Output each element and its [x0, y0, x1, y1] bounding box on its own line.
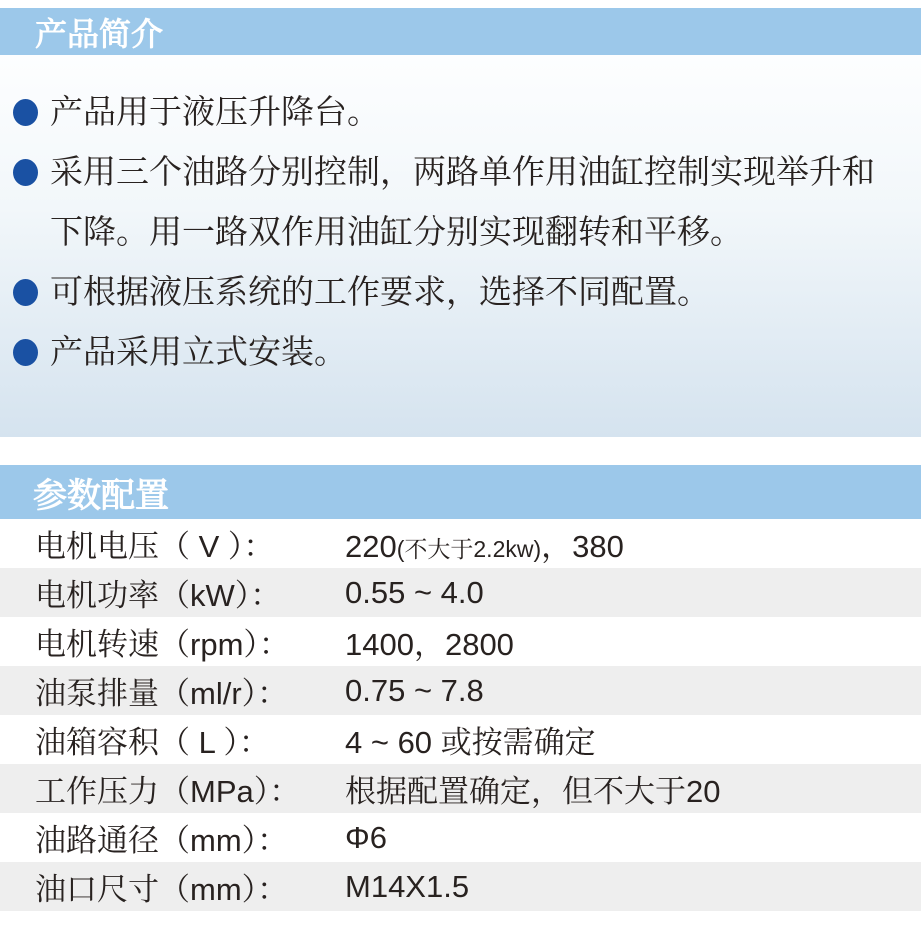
list-item-text: 产品用于液压升降台。 [50, 93, 380, 130]
param-label: 油口尺寸（mm）： [35, 872, 289, 907]
param-label: 油路通径（mm）： [35, 823, 289, 858]
list-item [0, 82, 921, 142]
param-value [345, 820, 387, 856]
param-value-main: 0.75 ~ 7.8 [345, 672, 484, 708]
bullet-icon [13, 99, 38, 126]
section-divider [0, 437, 921, 465]
param-value-main: 1400，2800 [345, 627, 514, 662]
param-value [345, 575, 484, 611]
list-item-text: 下降。用一路双作用油缸分别实现翻转和平移。 [50, 213, 743, 250]
table-row [0, 813, 921, 862]
table-row [0, 568, 921, 617]
param-label: 工作压力（MPa）： [35, 774, 301, 809]
param-value-main: 220 [345, 529, 397, 564]
table-row [0, 666, 921, 715]
param-value [345, 766, 720, 811]
section-header-params [0, 465, 921, 519]
params-section-title: 参数配置 [33, 476, 169, 515]
param-label: 电机电压（ V ）： [35, 529, 275, 564]
param-value-main: 0.55 ~ 4.0 [345, 574, 484, 610]
params-table [0, 519, 921, 911]
bullet-icon [13, 159, 38, 186]
list-item [0, 142, 921, 262]
param-label: 油泵排量（ml/r）： [35, 676, 289, 711]
intro-section-title: 产品简介 [35, 15, 164, 52]
bullet-icon [13, 279, 38, 306]
table-row [0, 862, 921, 911]
param-value [345, 619, 514, 664]
list-item-text: 可根据液压系统的工作要求，选择不同配置。 [50, 273, 710, 310]
section-header-intro [0, 8, 921, 55]
list-item [0, 262, 921, 322]
param-value-extra: ，380 [541, 529, 624, 564]
param-value [345, 717, 596, 762]
intro-section [0, 55, 921, 437]
param-value-main: 根据配置确定，但不大于20 [345, 774, 721, 809]
param-value [345, 521, 624, 566]
list-item [0, 322, 921, 382]
param-value-main: Φ6 [345, 819, 387, 855]
list-item-text: 采用三个油路分别控制，两路单作用油缸控制实现举升和 [50, 153, 875, 190]
bullet-icon [13, 339, 38, 366]
list-item-text: 产品采用立式安装。 [50, 333, 347, 370]
table-row [0, 715, 921, 764]
param-value-main: M14X1.5 [345, 868, 470, 904]
param-value [345, 869, 469, 905]
param-label: 电机转速（rpm）： [35, 627, 290, 662]
table-row [0, 764, 921, 813]
param-label: 油箱容积（ L ）： [35, 725, 270, 760]
product-detail-page [0, 8, 921, 928]
table-row [0, 519, 921, 568]
param-value-note: (不大于2.2kw) [396, 536, 542, 562]
table-row [0, 617, 921, 666]
param-value [345, 673, 484, 709]
param-value-main: 4 ~ 60 或按需确定 [345, 725, 596, 760]
param-label: 电机功率（kW）： [35, 578, 282, 613]
